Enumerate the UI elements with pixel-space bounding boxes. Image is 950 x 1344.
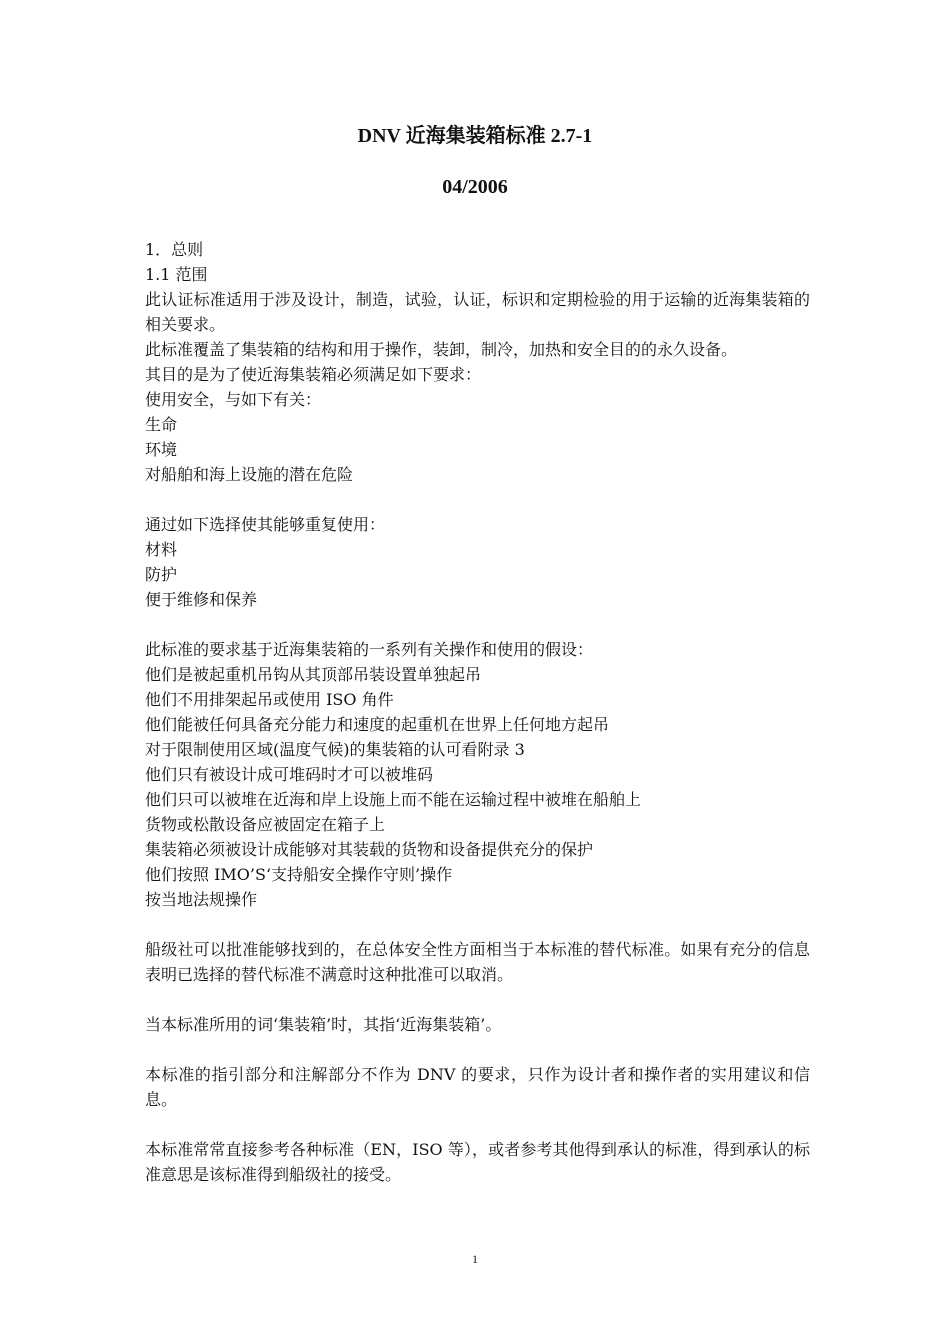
list-item: 他们只可以被堆在近海和岸上设施上而不能在运输过程中被堆在船舶上 xyxy=(145,790,642,809)
list-item: 对船舶和海上设施的潜在危险 xyxy=(145,465,354,484)
document-date: 04/2006 xyxy=(442,176,508,198)
paragraph-scope: 此认证标准适用于涉及设计，制造，试验，认证，标识和定期检验的用于运输的近海集装箱的相关要求。 xyxy=(145,290,810,334)
paragraph-gap xyxy=(145,612,810,637)
list-item: 防护 xyxy=(145,565,178,584)
list-item: 他们不用排架起吊或使用 ISO 角件 xyxy=(145,690,394,709)
list-item: 按当地法规操作 xyxy=(145,890,258,909)
list-item: 货物或松散设备应被固定在箱子上 xyxy=(145,815,386,834)
reuse-intro: 通过如下选择使其能够重复使用： xyxy=(145,515,386,534)
list-item: 对于限制使用区域(温度气候)的集装箱的认可看附录 3 xyxy=(145,740,525,759)
paragraph-gap xyxy=(145,1112,810,1137)
subsection-heading: 1.1 范围 xyxy=(145,265,208,284)
paragraph-guidance: 本标准的指引部分和注解部分不作为 DNV 的要求，只作为设计者和操作者的实用建议和信息。 xyxy=(145,1065,810,1109)
list-item: 生命 xyxy=(145,415,178,434)
list-item: 环境 xyxy=(145,440,178,459)
list-item: 他们只有被设计成可堆码时才可以被堆码 xyxy=(145,765,434,784)
paragraph-gap xyxy=(145,987,810,1012)
paragraph-reference: 本标准常常直接参考各种标准（EN，ISO 等），或者参考其他得到承认的标准，得到承认的标准意思是该标准得到船级社的接受。 xyxy=(145,1140,810,1184)
list-item: 便于维修和保养 xyxy=(145,590,258,609)
paragraph-gap xyxy=(145,912,810,937)
paragraph-term: 当本标准所用的词‘集装箱’时，其指‘近海集装箱’。 xyxy=(145,1015,502,1034)
document-title: DNV 近海集装箱标准 2.7-1 xyxy=(357,125,593,147)
paragraph-alternative: 船级社可以批准能够找到的，在总体安全性方面相当于本标准的替代标准。如果有充分的信息表明已选择的替代标准不满意时这种批准可以取消。 xyxy=(145,940,810,984)
paragraph-purpose: 其目的是为了使近海集装箱必须满足如下要求： xyxy=(145,365,482,384)
paragraph-gap xyxy=(145,487,810,512)
assumptions-intro: 此标准的要求基于近海集装箱的一系列有关操作和使用的假设： xyxy=(145,640,594,659)
page-number: 1 xyxy=(472,1252,478,1266)
list-item: 他们能被任何具备充分能力和速度的起重机在世界上任何地方起吊 xyxy=(145,715,610,734)
paragraph-coverage: 此标准覆盖了集装箱的结构和用于操作，装卸，制冷，加热和安全目的的永久设备。 xyxy=(145,340,738,359)
list-item: 材料 xyxy=(145,540,178,559)
safety-intro: 使用安全，与如下有关： xyxy=(145,390,322,409)
paragraph-gap xyxy=(145,1037,810,1062)
list-item: 他们是被起重机吊钩从其顶部吊装设置单独起吊 xyxy=(145,665,482,684)
section-heading: 1．总则 xyxy=(145,240,204,259)
list-item: 他们按照 IMO’S‘支持船安全操作守则’操作 xyxy=(145,865,453,884)
list-item: 集装箱必须被设计成能够对其装载的货物和设备提供充分的保护 xyxy=(145,840,594,859)
document-body xyxy=(145,237,810,1187)
